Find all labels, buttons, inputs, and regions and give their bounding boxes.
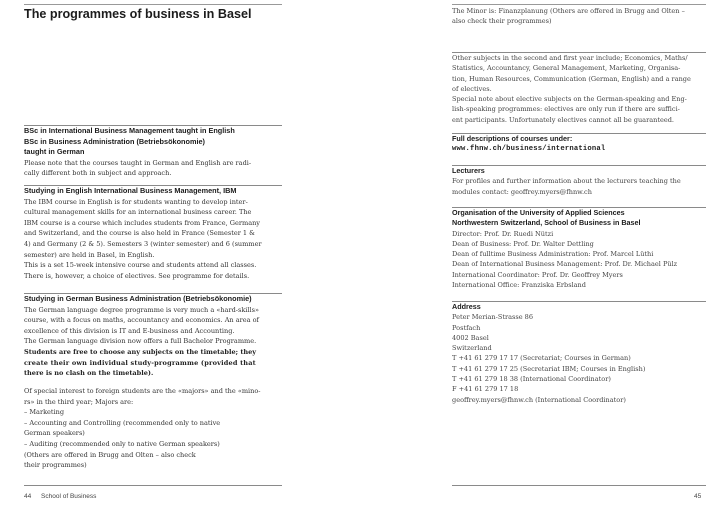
full-descriptions-heading: Full descriptions of courses under: <box>452 134 573 143</box>
bsc-text-line: cally different both in subject and approach. <box>24 169 172 178</box>
other-line: Statistics, Accountancy, General Management, Marketing, Organisa- <box>452 64 681 73</box>
courses-link[interactable]: www.fhnw.ch/business/international <box>452 145 606 154</box>
other-subjects-section <box>452 52 706 125</box>
bsc-heading-3: taught in German <box>24 147 85 157</box>
phone-line: T +41 61 279 17 17 (Secretariat; Courses in German) <box>452 354 631 363</box>
ibm-section <box>24 185 282 281</box>
ibm-text-line: cultural management skills for an international business career. The <box>24 208 252 217</box>
title-block <box>24 4 282 22</box>
german-bold-line: there is no clash on the timetable). <box>24 369 154 378</box>
bsc-section <box>24 125 282 179</box>
top-rule <box>452 4 706 5</box>
footer-left <box>24 493 96 500</box>
lecturers-line: For profiles and further information about the lecturers teaching the <box>452 177 681 186</box>
address-heading: Address <box>452 302 481 311</box>
page-number-right: 45 <box>694 493 702 500</box>
special-text-line: (Others are offered in Brugg and Olten – also check <box>24 450 196 459</box>
fax-line: F +41 61 279 17 18 <box>452 385 519 394</box>
top-rule <box>24 4 282 5</box>
other-line: ent participants. Unfortunately electives cannot all be guaranteed. <box>452 115 674 124</box>
address-line: 4002 Basel <box>452 333 489 342</box>
ibm-text-line: semester) are held in Basel, in English. <box>24 250 155 259</box>
bottom-rule-right <box>452 485 706 486</box>
german-bold-line: create their own individual study-programme (provided that <box>24 358 256 367</box>
page-number-left: 44 <box>24 493 32 500</box>
ibm-heading: Studying in English International Business Management, IBM <box>24 186 237 195</box>
lecturers-section <box>452 165 706 197</box>
bsc-heading-1: BSc in International Business Management taught in English <box>24 126 235 135</box>
special-text-line: rs» in the third year; Majors are: <box>24 397 134 406</box>
minor-line: The Minor is: Finanzplanung (Others are offered in Brugg and Olten – <box>452 7 685 15</box>
phone-line: T +41 61 279 18 38 (International Coordinator) <box>452 375 611 384</box>
organisation-line: Dean of fulltime Business Administration: Prof. Marcel Lüthi <box>452 250 654 259</box>
ibm-text-line: The IBM course in English is for students wanting to develop inter- <box>24 197 248 206</box>
bsc-heading-2: BSc in Business Administration (Betriebsökonomie) <box>24 136 205 146</box>
ibm-text-line: and Switzerland, and the course is also held in France (Semester 1 & <box>24 229 256 238</box>
bottom-rule-left <box>24 485 282 486</box>
organisation-line: International Coordinator: Prof. Dr. Geoffrey Myers <box>452 270 623 279</box>
other-line: lish-speaking programmes: electives are only run if there are suffici- <box>452 105 680 114</box>
address-line: Peter Merian-Strasse 86 <box>452 313 533 322</box>
other-line: of electives. <box>452 84 492 93</box>
german-text-line: The German language division now offers a full Bachelor Programme. <box>24 337 257 346</box>
address-line: Switzerland <box>452 344 492 353</box>
special-text-line: Of special interest to foreign students are the «majors» and the «mino- <box>24 387 261 395</box>
other-line: Other subjects in the second and first year include; Economics, Maths/ <box>452 54 688 62</box>
german-heading: Studying in German Business Administration (Betriebsökonomie) <box>24 294 252 303</box>
address-line: Postfach <box>452 323 481 332</box>
minor-section <box>452 4 706 27</box>
german-text-line: The German language degree programme is very much a «hard-skills» <box>24 305 259 314</box>
german-bold-line: Students are free to choose any subjects on the timetable; they <box>24 347 257 356</box>
major-item: – Accounting and Controlling (recommended only to native <box>24 418 221 427</box>
footer-label: School of Business <box>41 493 97 500</box>
phone-line: T +41 61 279 17 25 (Secretariat IBM; Courses in English) <box>452 364 646 373</box>
address-section <box>452 301 706 405</box>
footer-rule <box>452 485 706 486</box>
footer-right <box>694 493 701 500</box>
organisation-heading-1: Organisation of the University of Applied Sciences <box>452 208 625 217</box>
bsc-text-line: Please note that the courses taught in German and English are radi- <box>24 158 252 167</box>
organisation-line: Dean of Business: Prof. Dr. Walter Dettling <box>452 239 594 248</box>
minor-line: also check their programmes) <box>452 17 552 26</box>
other-line: Special note about elective subjects on the German-speaking and Eng- <box>452 95 687 104</box>
ibm-text-line: IBM course is a course which includes students from France, Germany <box>24 218 261 227</box>
ibm-text-line: This is a set 15-week intensive course and students attend all classes. <box>24 261 257 270</box>
german-text-line: course, with a focus on maths, accountancy and economics. An area of <box>24 316 259 325</box>
ibm-text-line: 4) and Germany (2 & 5). Semesters 3 (winter semester) and 6 (summer <box>24 239 262 248</box>
organisation-line: Director: Prof. Dr. Ruedi Nützi <box>452 229 554 238</box>
german-section <box>24 293 282 379</box>
lecturers-heading: Lecturers <box>452 166 485 175</box>
organisation-heading-2: Northwestern Switzerland, School of Business in Basel <box>452 218 641 228</box>
footer-rule <box>24 485 282 486</box>
special-section <box>24 386 282 471</box>
page-title: The programmes of business in Basel <box>24 7 252 21</box>
major-item: German speakers) <box>24 429 85 438</box>
full-descriptions-section <box>452 133 706 155</box>
ibm-text-line: There is, however, a choice of electives. See programme for details. <box>24 271 250 280</box>
email-link[interactable]: geoffrey.myers@fhnw.ch (International Coordinator) <box>452 395 626 404</box>
lecturers-line: modules contact: geoffrey.myers@fhnw.ch <box>452 187 592 196</box>
organisation-line: Dean of International Business Management: Prof. Dr. Michael Pülz <box>452 260 678 269</box>
organisation-section <box>452 207 706 290</box>
special-text-line: their programmes) <box>24 461 87 470</box>
organisation-line: International Office: Franziska Erbsland <box>452 281 586 290</box>
other-line: tion, Human Resources, Communication (German, English) and a range <box>452 74 691 83</box>
german-text-line: excellence of this division is IT and E-business and Accounting. <box>24 326 235 335</box>
major-item: – Marketing <box>24 408 65 417</box>
major-item: – Auditing (recommended only to native German speakers) <box>24 439 220 448</box>
